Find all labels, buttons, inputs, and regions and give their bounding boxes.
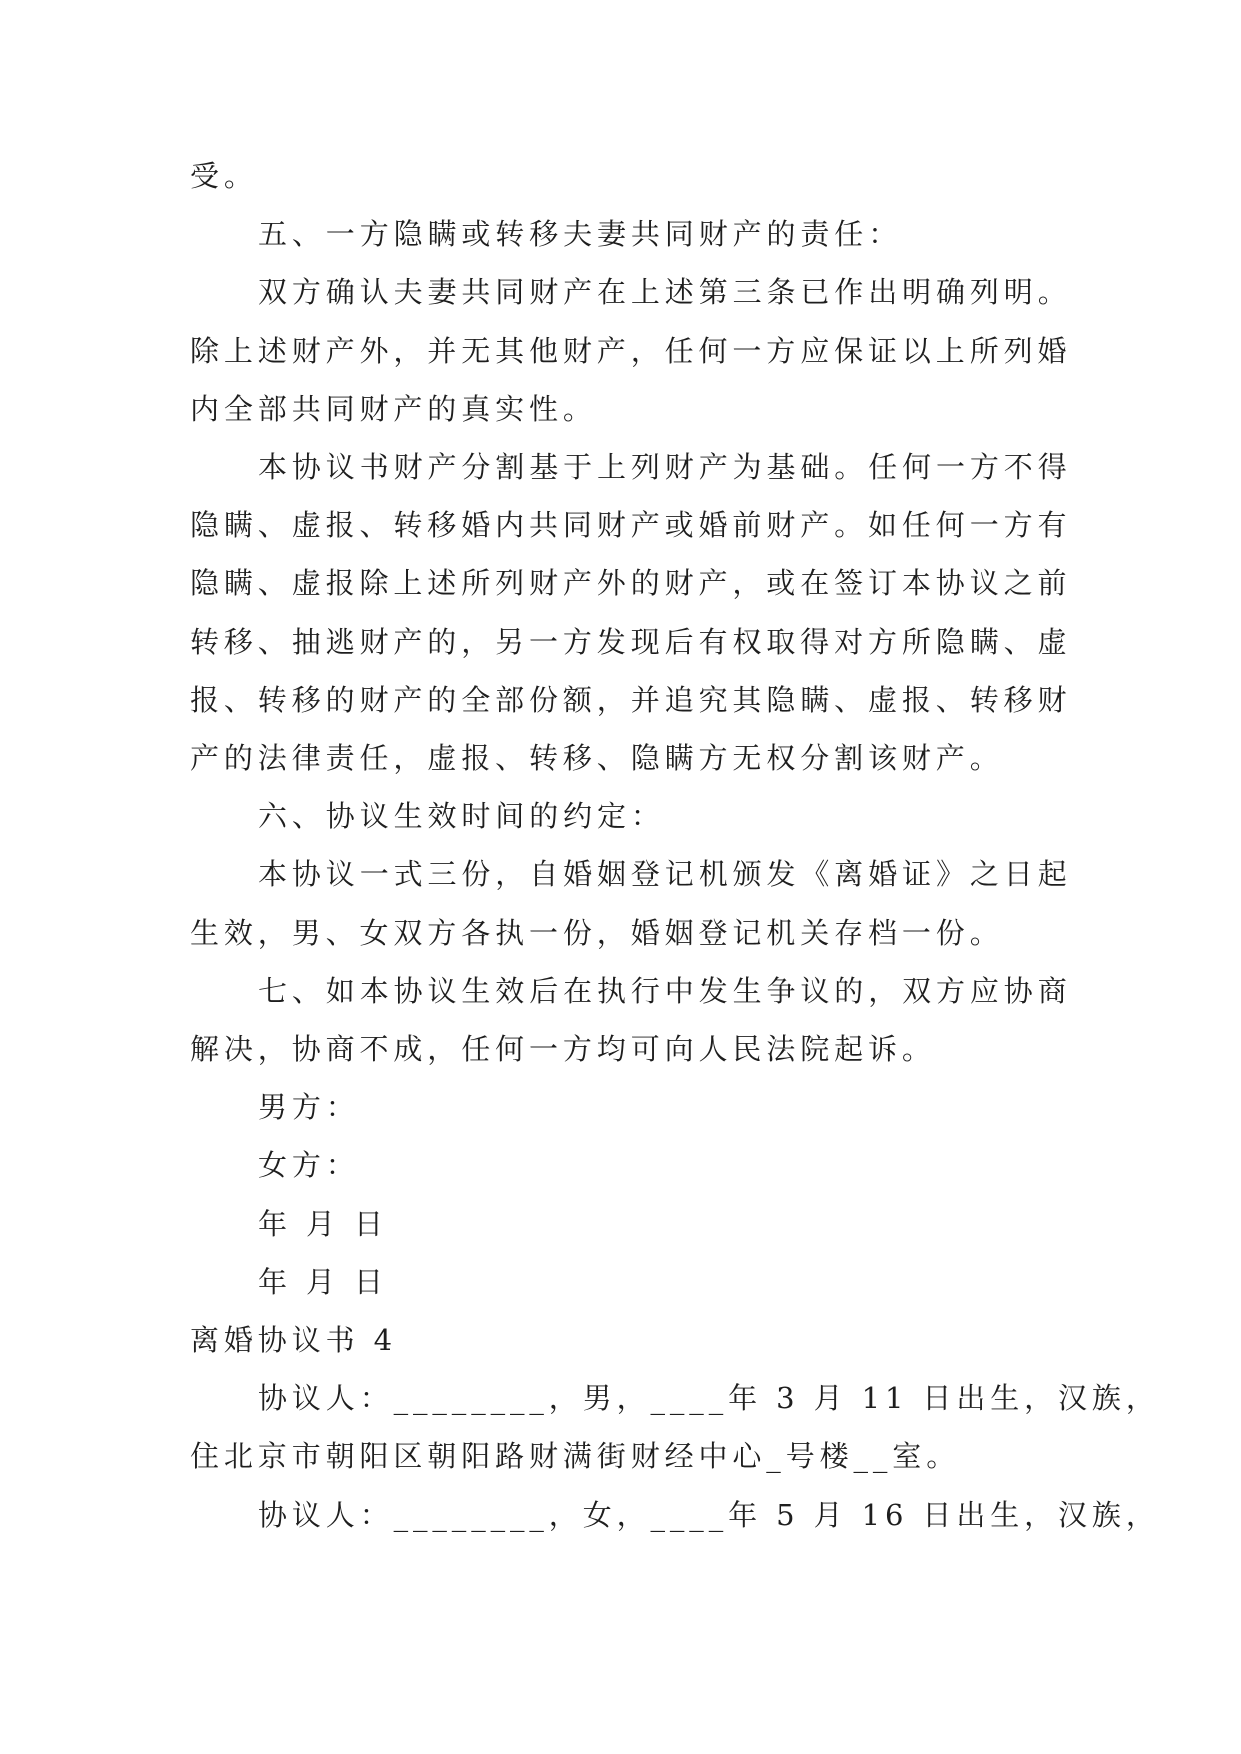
- party-2-line: 协议人：________，女，____年 5 月 16 日出生，汉族，: [258, 1497, 1160, 1532]
- text-line: 解决，协商不成，任何一方均可向人民法院起诉。: [190, 1032, 936, 1067]
- date-line: 年 月 日: [258, 1264, 388, 1299]
- text-line: 本协议书财产分割基于上列财产为基础。任何一方不得: [258, 450, 1072, 485]
- text-line: 产的法律责任，虚报、转移、隐瞒方无权分割该财产。: [190, 741, 1004, 776]
- document-page: [190, 147, 1160, 1544]
- text-line: 隐瞒、虚报、转移婚内共同财产或婚前财产。如任何一方有: [190, 508, 1072, 543]
- text-line: 转移、抽逃财产的，另一方发现后有权取得对方所隐瞒、虚: [190, 624, 1072, 659]
- party-1-line: 协议人：________，男，____年 3 月 11 日出生，汉族，: [258, 1381, 1160, 1416]
- date-line: 年 月 日: [258, 1206, 388, 1241]
- text-line: 内全部共同财产的真实性。: [190, 391, 597, 426]
- signature-female-label: 女方：: [258, 1148, 360, 1183]
- text-line: 除上述财产外，并无其他财产，任何一方应保证以上所列婚: [190, 333, 1072, 368]
- text-line: 报、转移的财产的全部份额，并追究其隐瞒、虚报、转移财: [190, 682, 1072, 717]
- document-title: 离婚协议书 4: [190, 1323, 397, 1358]
- signature-male-label: 男方：: [258, 1090, 360, 1125]
- section-heading-7: 七、如本协议生效后在执行中发生争议的，双方应协商: [258, 973, 1072, 1008]
- text-line: 隐瞒、虚报除上述所列财产外的财产，或在签订本协议之前: [190, 566, 1072, 601]
- party-1-address: 住北京市朝阳区朝阳路财满街财经中心_号楼__室。: [190, 1439, 961, 1474]
- text-line: 本协议一式三份，自婚姻登记机颁发《离婚证》之日起: [258, 857, 1072, 892]
- section-heading-5: 五、一方隐瞒或转移夫妻共同财产的责任：: [258, 217, 903, 252]
- text-line: 双方确认夫妻共同财产在上述第三条已作出明确列明。: [258, 275, 1072, 310]
- text-line: 受。: [190, 159, 258, 193]
- text-line: 生效，男、女双方各执一份，婚姻登记机关存档一份。: [190, 915, 1004, 950]
- section-heading-6: 六、协议生效时间的约定：: [258, 799, 665, 834]
